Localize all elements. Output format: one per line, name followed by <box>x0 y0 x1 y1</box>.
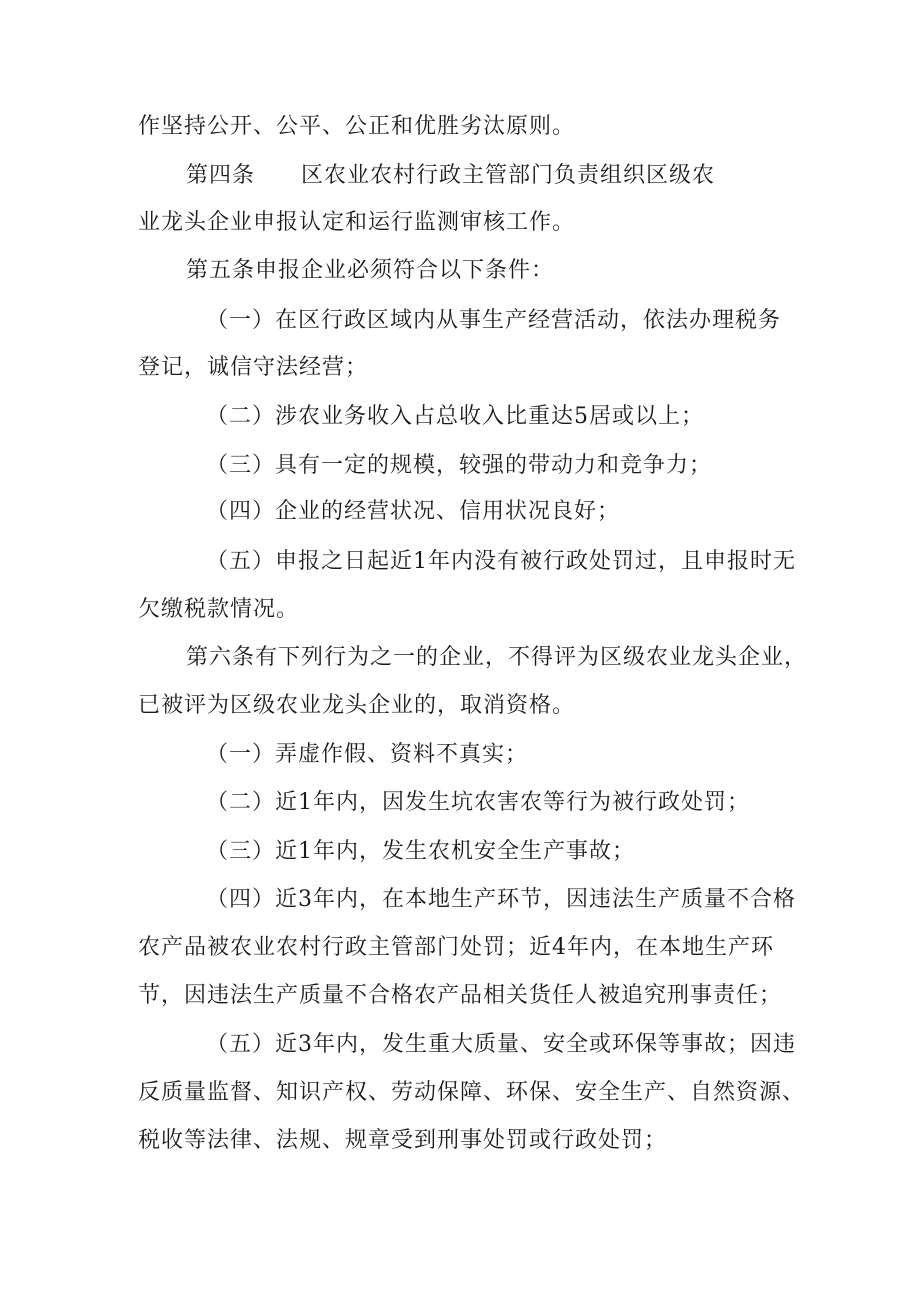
text-line: 欠缴税款情况。 <box>138 597 300 622</box>
list-item: （二）涉农业务收入占总收入比重达5居或以上； <box>206 404 704 429</box>
article-4-heading: 第四条 区农业农村行政主管部门负责组织区级农 <box>186 163 716 188</box>
article-5-heading: 第五条申报企业必须符合以下条件： <box>186 258 555 283</box>
list-item: （三）具有一定的规模，较强的带动力和竞争力； <box>206 453 713 478</box>
list-item: （三）近1年内，发生农机安全生产事故； <box>206 839 635 864</box>
text-line: 节，因违法生产质量不合格农产品相关货任人被追究刑事责任； <box>138 983 783 1008</box>
text-line: 已被评为区级农业龙头企业的，取消资格。 <box>138 693 576 718</box>
list-item: （五）申报之日起近1年内没有被行政处罚过，且申报时无 <box>206 549 796 574</box>
text-line: 反质量监督、知识产权、劳动保障、环保、安全生产、自然资源、 <box>138 1080 806 1105</box>
text-line: 登记，诚信守法经营； <box>138 355 369 380</box>
list-item: （五）近3年内，发生重大质量、安全或环保等事故；因违 <box>206 1032 796 1057</box>
article-6-heading: 第六条有下列行为之一的企业，不得评为区级农业龙头企业， <box>186 645 808 670</box>
list-item: （四）近3年内，在本地生产环节，因违法生产质量不合格 <box>206 887 796 912</box>
list-item: （一）在区行政区域内从事生产经营活动，依法办理税务 <box>206 308 782 333</box>
list-item: （一）弄虚作假、资料不真实； <box>206 742 529 767</box>
text-line: 农产品被农业农村行政主管部门处罚；近4年内，在本地生产环 <box>138 935 774 960</box>
text-line: 业龙头企业申报认定和运行监测审核工作。 <box>138 210 576 235</box>
text-line: 税收等法律、法规、规章受到刑事处罚或行政处罚； <box>138 1128 668 1153</box>
list-item: （二）近1年内，因发生坑农害农等行为被行政处罚； <box>206 790 750 815</box>
list-item: （四）企业的经营状况、信用状况良好； <box>206 499 621 524</box>
text-line: 作坚持公开、公平、公正和优胜劣汰原则。 <box>138 114 576 139</box>
